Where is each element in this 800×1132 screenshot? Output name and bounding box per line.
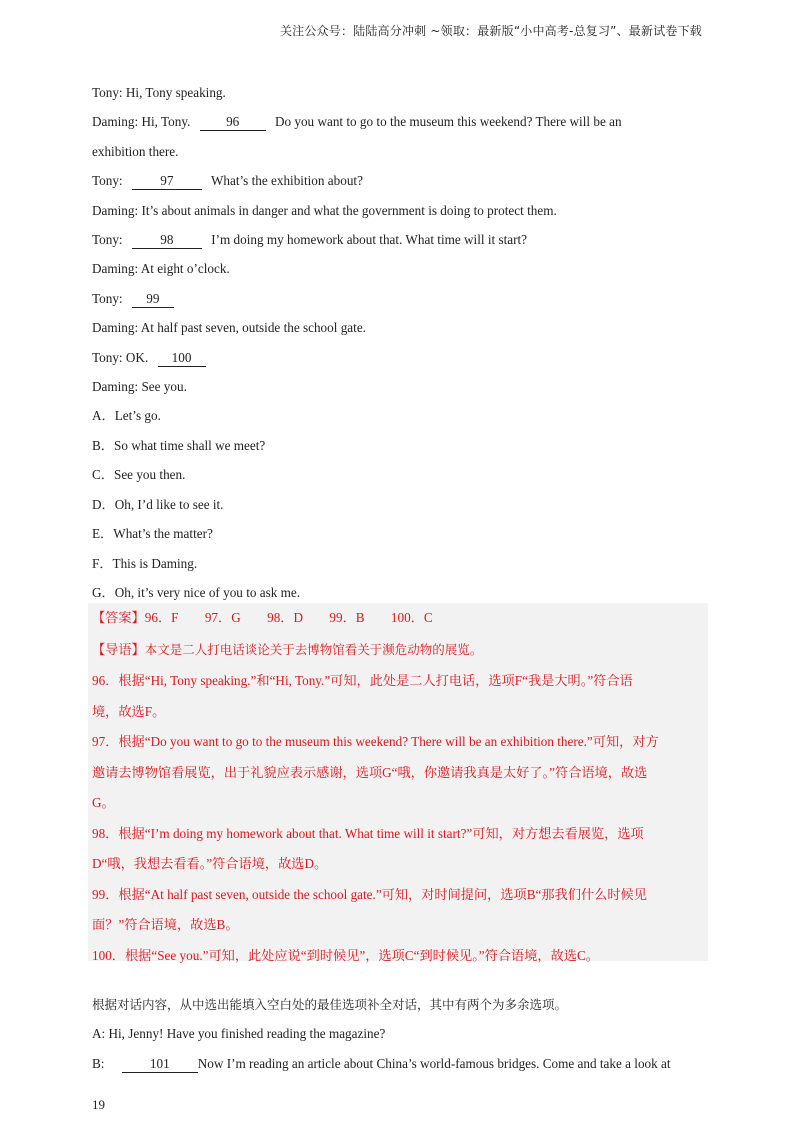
utterance: OK. [125, 349, 149, 365]
utterance: At eight o’clock. [140, 261, 230, 277]
option-f: F．This is Daming. [92, 555, 198, 571]
dialogue-line [92, 78, 710, 107]
dialogue-line [92, 166, 710, 195]
answer-blank[interactable]: 97 [132, 174, 202, 190]
dialogue-line [92, 1049, 710, 1078]
explanation-line: 99．根据“At half past seven, outside the school gate.”可知，对时间提问，选项B“那我们什么时候见 [92, 886, 647, 902]
explanation-line: 境，故选F。 [92, 703, 166, 719]
option-c: C．See you then. [92, 467, 186, 483]
answer-guide [92, 635, 708, 667]
explanation-line: D“哦，我想去看看。”符合语境，故选D。 [92, 856, 328, 871]
speaker: Tony: [92, 173, 123, 189]
explanation-line: 100．根据“See you.”可知，此处应说“到时候见”，选项C“到时候见。”符合语境，故选C。 [92, 947, 599, 963]
instruction: 根据对话内容，从中选出能填入空白处的最佳选项补全对话，其中有两个为多余选项。 [92, 997, 568, 1012]
speaker: Tony: [92, 290, 123, 306]
page-number: 19 [92, 1097, 105, 1112]
utterance: Do you want to go to the museum this weekend? There will be an [274, 114, 622, 130]
explanation-line: 面？”符合语境，故选B。 [92, 917, 239, 932]
dialogue-line [92, 313, 710, 342]
speaker: Daming: [92, 320, 139, 336]
speaker: B: [92, 1055, 105, 1071]
dialogue-line [92, 225, 710, 254]
guide-tag: 【导语】 [92, 642, 145, 658]
answer-blank[interactable]: 98 [132, 233, 202, 249]
option-d: D．Oh, I’d like to see it. [92, 496, 224, 512]
utterance: Now I’m reading an article about China’s world-famous bridges. Come and take a look at [197, 1055, 671, 1071]
explanation-line: G。 [92, 795, 115, 810]
speaker: Daming: [92, 379, 139, 395]
answer-key-text: 96．F 97．G 98．D 99．B 100．C [144, 610, 433, 625]
speaker: Tony: [92, 85, 123, 100]
dialogue-section [92, 78, 710, 608]
dialogue-line [92, 343, 710, 372]
utterance: Hi, Tony. [141, 114, 191, 130]
speaker: Daming: [92, 202, 139, 218]
explanation-line: 96．根据“Hi, Tony speaking.”和“Hi, Tony.”可知，此处是二人打电话，选项F“我是大明。”符合语 [92, 673, 633, 688]
answer-blank[interactable]: 99 [132, 292, 174, 308]
dialogue-line [92, 196, 710, 225]
utterance: See you. [141, 379, 187, 395]
utterance: I’m doing my homework about that. What time will it start? [211, 232, 528, 248]
dialogue-line [92, 284, 710, 313]
speaker: Daming: [92, 114, 139, 130]
dialogue-line [92, 107, 710, 136]
option-g: G．Oh, it’s very nice of you to ask me. [92, 585, 301, 601]
answer-section [92, 603, 708, 971]
explanation-line: 98．根据“I’m doing my homework about that. What time will it start?”可知，对方想去看展览，选项 [92, 825, 644, 841]
next-question-section [92, 990, 710, 1078]
dialogue-line [92, 254, 710, 283]
answer-blank[interactable]: 100 [158, 351, 206, 367]
dialogue-line [92, 137, 710, 166]
speaker: Tony: [92, 232, 123, 248]
dialogue-line: A: Hi, Jenny! Have you finished reading the magazine? [92, 1026, 386, 1042]
guide-text: 本文是二人打电话谈论关于去博物馆看关于濒危动物的展览。 [144, 641, 483, 657]
utterance: At half past seven, outside the school gate. [140, 320, 366, 336]
answer-tag: 【答案】 [92, 611, 145, 626]
utterance: It’s about animals in danger and what the government is doing to protect them. [141, 202, 557, 218]
option-a: A．Let’s go. [92, 408, 161, 424]
page-header: 关注公众号：陆陆高分冲刺 ~领取：最新版“小中高考-总复习”、最新试卷下载 [279, 24, 702, 38]
answer-key [92, 603, 708, 635]
utterance: Hi, Tony speaking. [125, 85, 226, 100]
explanation-line: 邀请去博物馆看展览，出于礼貌应表示感谢，选项G“哦，你邀请我真是太好了。”符合语境，故选 [92, 764, 648, 780]
utterance: exhibition there. [92, 143, 179, 159]
answer-blank[interactable]: 101 [122, 1057, 198, 1073]
speaker: Tony: [92, 349, 123, 365]
answer-blank[interactable]: 96 [200, 115, 266, 131]
speaker: Daming: [92, 261, 139, 277]
option-b: B．So what time shall we meet? [92, 437, 266, 453]
option-e: E．What’s the matter? [92, 526, 213, 542]
dialogue-line [92, 372, 710, 401]
utterance: What’s the exhibition about? [210, 173, 363, 189]
explanation-line: 97．根据“Do you want to go to the museum this weekend? There will be an exhibition there.”可知，对方 [92, 734, 659, 749]
